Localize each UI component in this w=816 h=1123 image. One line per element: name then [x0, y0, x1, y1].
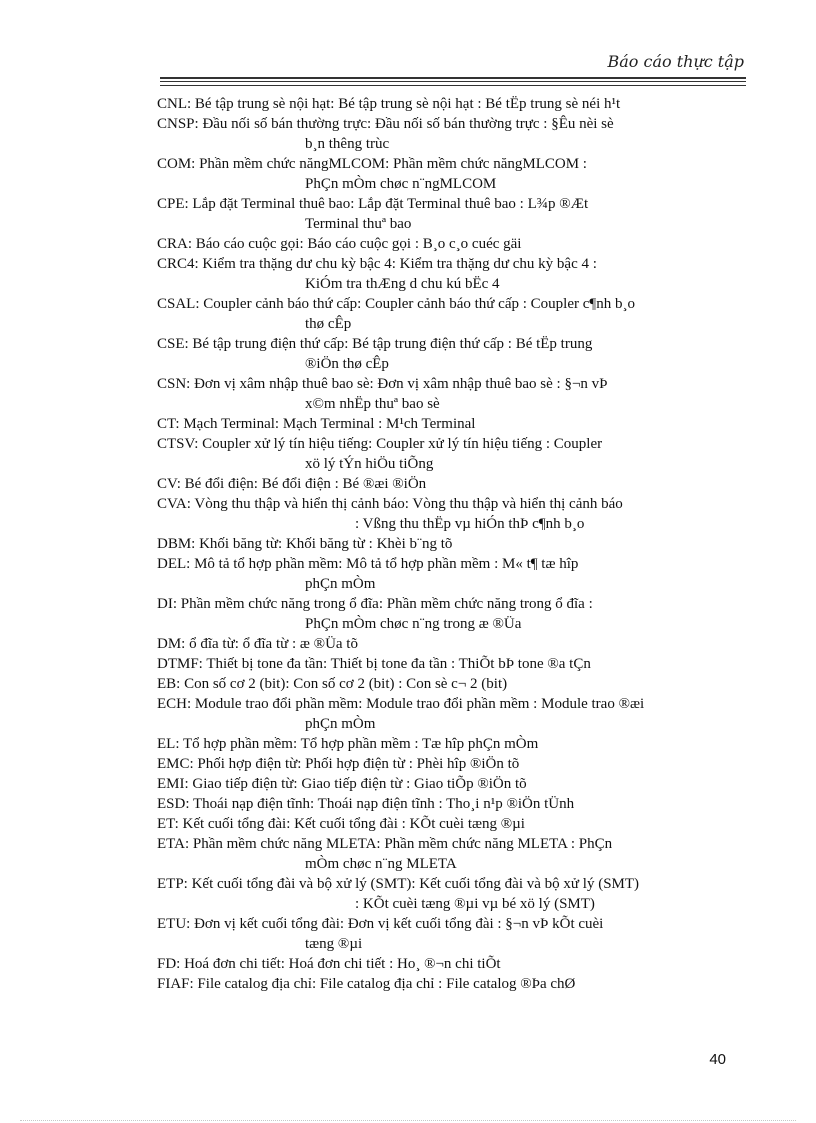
entry-line: CTSV: Coupler xử lý tín hiệu tiếng: Coupler xử lý tín hiệu tiếng : Coupler: [157, 436, 603, 452]
glossary-entry: [157, 414, 757, 434]
glossary-entry: [157, 954, 757, 974]
entry-line: CPE: Lắp đặt Terminal thuê bao: Lắp đặt Terminal thuê bao : L¾p ®Æt: [157, 196, 589, 212]
entry-line: DTMF: Thiết bị tone đa tần: Thiết bị tone đa tần : ThiÕt bÞ tone ®a tÇn: [157, 656, 591, 672]
entry-continuation: PhÇn mÒm chøc n¨ngMLCOM: [305, 176, 497, 192]
entry-continuation: Terminal thuª bao: [305, 216, 412, 232]
glossary-entry: [157, 554, 757, 594]
glossary-entry: [157, 754, 757, 774]
entry-line: ECH: Module trao đổi phần mềm: Module trao đổi phần mềm : Module trao ®æi: [157, 696, 645, 712]
glossary-entry: [157, 974, 757, 994]
glossary-entry: [157, 534, 757, 554]
glossary-entry: [157, 294, 757, 334]
glossary-entry: [157, 874, 757, 914]
glossary-entry: [157, 694, 757, 734]
entry-line: CNSP: Đầu nối số bán thường trực: Đầu nối số bán thường trực : §Êu nèi sè: [157, 116, 614, 132]
header-rule: [160, 85, 746, 86]
header-rule: [160, 81, 746, 82]
entry-continuation: ®iÖn thø cÊp: [305, 356, 389, 372]
glossary-entry: [157, 654, 757, 674]
entry-line: CSN: Đơn vị xâm nhập thuê bao sè: Đơn vị xâm nhập thuê bao sè : §¬n vÞ: [157, 376, 608, 392]
entry-line: CNL: Bé tập trung sè nội hạt: Bé tập trung sè nội hạt : Bé tËp trung sè néi h¹t: [157, 96, 621, 112]
entry-line: EL: Tổ hợp phần mềm: Tổ hợp phần mềm : Tæ hîp phÇn mÒm: [157, 736, 539, 752]
entry-line: DM: ổ đĩa từ: ổ đĩa từ : æ ®Üa tõ: [157, 636, 358, 652]
page-number: 40: [709, 1051, 726, 1068]
entry-line: EMC: Phối hợp điện từ: Phối hợp điện từ : Phèi hîp ®iÖn tõ: [157, 756, 520, 772]
entry-line: EB: Con số cơ 2 (bit): Con số cơ 2 (bit) : Con sè c¬ 2 (bit): [157, 676, 508, 692]
entry-line: CRA: Báo cáo cuộc gọi: Báo cáo cuộc gọi : B¸o c¸o cuéc gäi: [157, 236, 522, 252]
entry-continuation: tæng ®µi: [305, 936, 363, 952]
entry-line: CRC4: Kiểm tra thặng dư chu kỳ bậc 4: Kiểm tra thặng dư chu kỳ bậc 4 :: [157, 256, 597, 272]
entry-continuation: phÇn mÒm: [305, 576, 376, 592]
glossary-entry: [157, 234, 757, 254]
glossary-entry: [157, 474, 757, 494]
header-title: Báo cáo thực tập: [607, 52, 744, 71]
glossary-entry: [157, 334, 757, 374]
glossary-entry: [157, 914, 757, 954]
glossary-entry: [157, 154, 757, 194]
entry-line: ETA: Phần mềm chức năng MLETA: Phần mềm chức năng MLETA : PhÇn: [157, 836, 613, 852]
glossary-entry: [157, 774, 757, 794]
entry-line: ETU: Đơn vị kết cuối tổng đài: Đơn vị kết cuối tổng đài : §¬n vÞ kÕt cuèi: [157, 916, 604, 932]
entry-line: DI: Phần mềm chức năng trong ổ đĩa: Phần mềm chức năng trong ổ đĩa :: [157, 596, 593, 612]
glossary-entry: [157, 114, 757, 154]
entry-continuation: mÒm chøc n¨ng MLETA: [305, 856, 457, 872]
page-bottom-border: [20, 1120, 796, 1121]
entry-line: CSE: Bé tập trung điện thứ cấp: Bé tập trung điện thứ cấp : Bé tËp trung: [157, 336, 593, 352]
entry-continuation: : KÕt cuèi tæng ®µi vµ bé xö lý (SMT): [355, 896, 595, 912]
glossary-entry: [157, 434, 757, 474]
entry-line: CVA: Vòng thu thập và hiển thị cảnh báo: Vòng thu thập và hiển thị cảnh báo: [157, 496, 623, 512]
entry-line: DBM: Khối băng từ: Khối băng từ : Khèi b¨ng tõ: [157, 536, 453, 552]
entry-line: CV: Bé đổi điện: Bé đổi điện : Bé ®æi ®iÖn: [157, 476, 427, 492]
entry-continuation: phÇn mÒm: [305, 716, 376, 732]
entry-line: CT: Mạch Terminal: Mạch Terminal : M¹ch Terminal: [157, 416, 476, 432]
entry-continuation: x©m nhËp thuª bao sè: [305, 396, 440, 412]
entry-line: ESD: Thoái nạp điện tĩnh: Thoái nạp điện tĩnh : Tho¸i n¹p ®iÖn tÜnh: [157, 796, 575, 812]
glossary-entry: [157, 814, 757, 834]
glossary-entry: [157, 634, 757, 654]
entry-line: ET: Kết cuối tổng đài: Kết cuối tổng đài : KÕt cuèi tæng ®µi: [157, 816, 525, 832]
glossary-list: [157, 94, 757, 994]
glossary-entry: [157, 794, 757, 814]
glossary-entry: [157, 734, 757, 754]
entry-line: FD: Hoá đơn chi tiết: Hoá đơn chi tiết : Ho¸ ®¬n chi tiÕt: [157, 956, 501, 972]
glossary-entry: [157, 834, 757, 874]
entry-line: EMI: Giao tiếp điện từ: Giao tiếp điện từ : Giao tiÕp ®iÖn tõ: [157, 776, 527, 792]
entry-line: CSAL: Coupler cảnh báo thứ cấp: Coupler cảnh báo thứ cấp : Coupler c¶nh b¸o: [157, 296, 635, 312]
glossary-entry: [157, 494, 757, 534]
entry-line: DEL: Mô tả tổ hợp phần mềm: Mô tả tổ hợp phần mềm : M« t¶ tæ hîp: [157, 556, 579, 572]
entry-line: FIAF: File catalog địa chỉ: File catalog địa chỉ : File catalog ®Þa chØ: [157, 976, 576, 992]
entry-continuation: b¸n thêng trùc: [305, 136, 390, 152]
glossary-entry: [157, 254, 757, 294]
entry-continuation: xö lý tÝn hiÖu tiÕng: [305, 456, 434, 472]
glossary-entry: [157, 94, 757, 114]
header-rule: [160, 77, 746, 79]
glossary-entry: [157, 194, 757, 234]
entry-line: COM: Phần mềm chức năngMLCOM: Phần mềm chức năngMLCOM :: [157, 156, 587, 172]
entry-line: ETP: Kết cuối tổng đài và bộ xử lý (SMT): Kết cuối tổng đài và bộ xử lý (SMT): [157, 876, 640, 892]
entry-continuation: KiÓm tra thÆng d chu kú bËc 4: [305, 276, 500, 292]
entry-continuation: thø cÊp: [305, 316, 352, 332]
entry-continuation: PhÇn mÒm chøc n¨ng trong æ ®Üa: [305, 616, 522, 632]
glossary-entry: [157, 674, 757, 694]
glossary-entry: [157, 374, 757, 414]
glossary-entry: [157, 594, 757, 634]
entry-continuation: : Vßng thu thËp vµ hiÓn thÞ c¶nh b¸o: [355, 516, 585, 532]
